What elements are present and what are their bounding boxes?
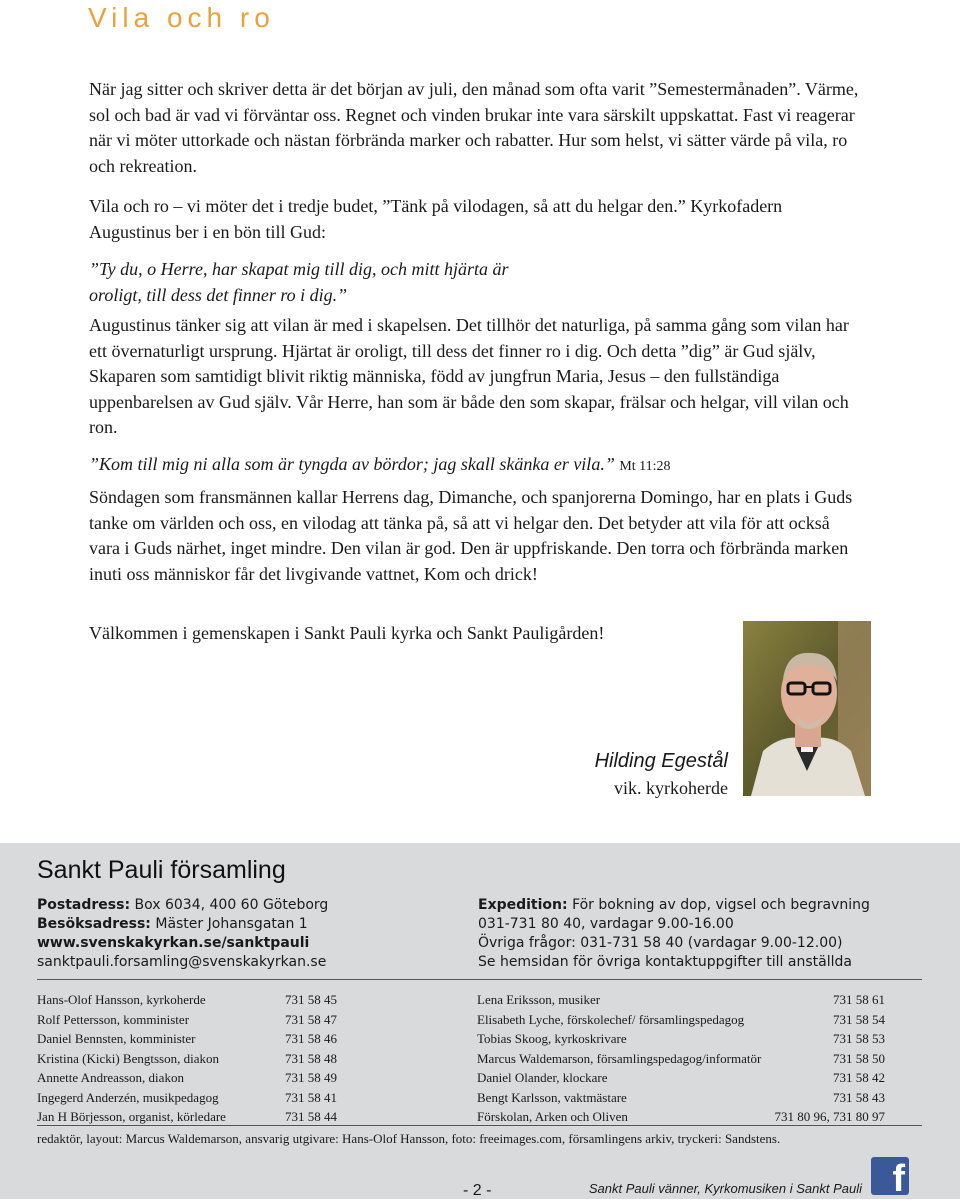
bible-quote-reference: Mt 11:28 [619,459,671,474]
staff-row: Förskolan, Arken och Oliven 731 80 96, 731 80 97 [477,1109,885,1124]
bible-quote [89,452,859,480]
bible-quote-text: ”Kom till mig ni alla som är tyngda av bördor; jag skall skänka er vila.” [89,454,615,474]
credits-line: redaktör, layout: Marcus Waldemarson, ansvarig utgivare: Hans-Olof Hansson, foto: freeimages.com, församlingens arkiv, tryckeri: Sandstens. [37,1131,781,1146]
visiting-address: Mäster Johansgatan 1 [155,916,308,932]
facebook-icon[interactable]: f [871,1157,909,1195]
article-paragraph-3: Augustinus tänker sig att vilan är med i skapelsen. Det tillhör det naturliga, på samma gång som vilan har ett övernaturligt ursprung. Hjärtat är oroligt, till dess det finner ro i dig. Och detta ”dig” är Gud själv, Skaparen som samtidigt blivit riktig människa, född av jungfrun Maria, Jesus – den fullständiga uppenbarelsen av Gud själv. Vår Herre, han som är både den som skapar, frälsar och helgar, vill vilan och ron. [89,315,849,438]
article-paragraph-2: Vila och ro – vi möter det i tredje budet, ”Tänk på vilodagen, så att du helgar den.” Kyrkofadern Augustinus ber i en bön till Gud: [89,196,783,242]
signature-role: vik. kyrkoherde [614,778,728,798]
website-link[interactable]: www.svenskakyrkan.se/sanktpauli [37,935,310,951]
divider [37,1125,922,1126]
staff-row: Rolf Pettersson, komminister 731 58 47 [37,1011,337,1027]
staff-row: Ingegerd Anderzén, musikpedagog 731 58 41 [37,1089,337,1105]
author-photo [743,621,871,796]
email-link[interactable]: sanktpauli.forsamling@svenskakyrkan.se [37,954,327,970]
staff-row: Tobias Skoog, kyrkoskrivare 731 58 53 [477,1031,885,1046]
staff-row: Hans-Olof Hansson, kyrkoherde 731 58 45 [37,992,337,1007]
expedition-block: Expedition: För bokning av dop, vigsel och begravning 031-731 80 40, vardagar 9.00-16.00 Övriga frågor: 031-731 58 40 (vardagar 9.00-12.00) Se hemsidan för övriga kontaktuppgifter till anställda [478,897,870,970]
page-title: Vila och ro [88,2,275,33]
staff-row: Daniel Olander, klockare 731 58 42 [477,1070,885,1085]
article-paragraph-1: När jag sitter och skriver detta är det början av juli, den månad som ofta varit ”Semestermånaden”. Värme, sol och bad är vad vi förväntar oss. Regnet och vinden brukar inte vara särskilt uppskattat. Fast vi reagerar när vi möter uttorkade och nästan förbrända marker och rabatter. Hur som helst, vi sätter värde på vila, ro och rekreation. [89,79,859,176]
address-block: Postadress: Box 6034, 400 60 Göteborg Besöksadress: Mäster Johansgatan 1 www.svenskakyrkan.se/sanktpauli sanktpauli.forsamling@svenskakyrkan.se [37,897,329,970]
divider [37,979,922,980]
staff-row: Bengt Karlsson, vaktmästare 731 58 43 [477,1089,885,1105]
staff-list-right [477,990,885,1127]
staff-row: Elisabeth Lyche, förskolechef/ församlingspedagog 731 58 54 [477,1011,885,1027]
article-paragraph-4: Söndagen som fransmännen kallar Herrens dag, Dimanche, och spanjorerna Domingo, har en plats i Guds tanke om världen och oss, en vilodag att tänka på, så att vi helgar den. Det betyder att vila för att också vara i Guds närhet, inget mindre. Den vilan är god. Den är uppfriskande. Den torra och förbrända marken inuti oss människor får det livgivande vattnet, Kom och drick! [89,487,853,584]
staff-row: Annette Andreasson, diakon 731 58 49 [37,1070,337,1085]
staff-row: Kristina (Kicki) Bengtsson, diakon 731 58 48 [37,1050,337,1066]
signature-name: Hilding Egestål [594,750,728,772]
footer-text: Sankt Pauli vänner, Kyrkomusiken i Sankt Pauli [588,1181,862,1196]
augustinus-quote: ”Ty du, o Herre, har skapat mig till dig, och mitt hjärta är oroligt, till dess det finner ro i dig.” [89,259,509,305]
organization-name: Sankt Pauli församling [37,856,286,884]
staff-row: Jan H Börjesson, organist, körledare 731 58 44 [37,1109,337,1124]
staff-row: Lena Eriksson, musiker 731 58 61 [477,992,885,1007]
welcome-paragraph: Välkommen i gemenskapen i Sankt Pauli kyrka och Sankt Pauligården! [89,623,605,643]
postal-address: Box 6034, 400 60 Göteborg [134,897,329,913]
staff-row: Daniel Bennsten, komminister 731 58 46 [37,1031,337,1046]
page-number: - 2 - [463,1182,492,1199]
staff-row: Marcus Waldemarson, församlingspedagog/informatör 731 58 50 [477,1050,885,1066]
staff-list-left [37,990,337,1127]
